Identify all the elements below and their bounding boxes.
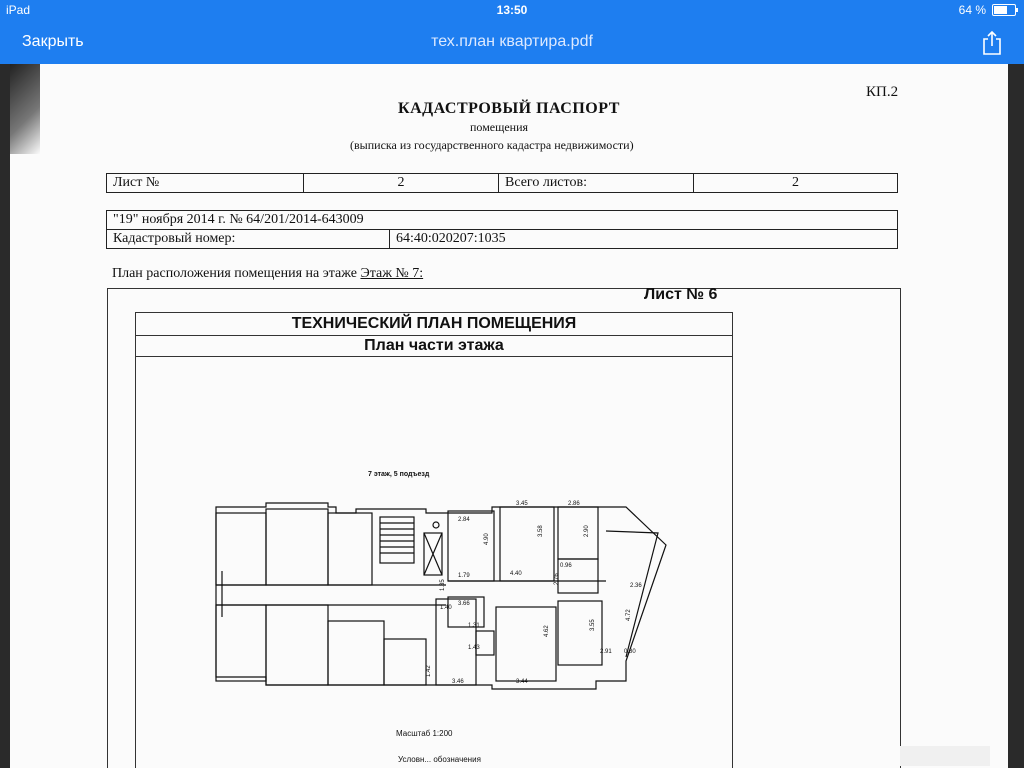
svg-text:1.40: 1.40 bbox=[440, 605, 452, 611]
svg-text:1.31: 1.31 bbox=[468, 623, 480, 629]
battery-percent: 64 % bbox=[958, 3, 986, 17]
svg-text:3.46: 3.46 bbox=[452, 679, 464, 685]
total-label: Всего листов: bbox=[499, 174, 694, 193]
plan-scale: Масштаб 1:200 bbox=[396, 729, 453, 738]
svg-text:0.80: 0.80 bbox=[624, 649, 636, 655]
svg-text:4.62: 4.62 bbox=[544, 625, 550, 637]
legend-title: Условн... обозначения bbox=[398, 755, 481, 764]
technical-plan-subtitle: План части этажа bbox=[136, 336, 732, 357]
status-bar bbox=[0, 0, 1024, 22]
svg-text:2.84: 2.84 bbox=[458, 517, 470, 523]
total-number: 2 bbox=[694, 174, 898, 193]
cadastral-label: Кадастровый номер: bbox=[107, 230, 390, 249]
share-icon[interactable] bbox=[980, 30, 1004, 56]
svg-text:1.43: 1.43 bbox=[468, 645, 480, 651]
plan-caption-text: План расположения помещения на этаже bbox=[112, 266, 357, 281]
plan-sheet-label: Лист № 6 bbox=[644, 286, 718, 303]
battery-indicator bbox=[959, 3, 1016, 17]
svg-text:2.90: 2.90 bbox=[584, 525, 590, 537]
document-code: КП.2 bbox=[866, 84, 899, 100]
svg-text:1.79: 1.79 bbox=[458, 573, 470, 579]
plan-caption bbox=[112, 266, 423, 282]
battery-icon bbox=[992, 4, 1016, 16]
technical-plan bbox=[135, 312, 733, 768]
plan-floor: Этаж № 7: bbox=[360, 266, 424, 281]
floor-note: 7 этаж, 5 подъезд bbox=[368, 471, 430, 478]
passport-title: КАДАСТРОВЫЙ ПАСПОРТ bbox=[398, 100, 620, 117]
cadastral-number: 64:40:020207:1035 bbox=[390, 230, 898, 249]
clock: 13:50 bbox=[496, 3, 528, 17]
pdf-viewer[interactable] bbox=[0, 64, 1024, 768]
svg-text:1.35: 1.35 bbox=[440, 579, 446, 591]
svg-text:3.58: 3.58 bbox=[538, 525, 544, 537]
svg-text:2.86: 2.86 bbox=[568, 501, 580, 507]
registry-table bbox=[106, 210, 898, 249]
svg-text:3.55: 3.55 bbox=[590, 619, 596, 631]
scan-artifact bbox=[900, 746, 990, 766]
svg-text:3.66: 3.66 bbox=[458, 601, 470, 607]
pdf-page bbox=[10, 64, 1008, 768]
technical-plan-title: ТЕХНИЧЕСКИЙ ПЛАН ПОМЕЩЕНИЯ bbox=[136, 313, 732, 336]
svg-text:3.44: 3.44 bbox=[516, 679, 528, 685]
svg-text:2.76: 2.76 bbox=[554, 573, 560, 585]
document-title: тех.план квартира.pdf bbox=[431, 33, 593, 50]
passport-subtitle: помещения bbox=[470, 120, 529, 134]
svg-text:2.36: 2.36 bbox=[630, 583, 642, 589]
sheet-number: 2 bbox=[304, 174, 499, 193]
close-button[interactable]: Закрыть bbox=[22, 33, 84, 50]
date-line: "19" ноября 2014 г. № 64/201/2014-643009 bbox=[107, 211, 898, 230]
svg-text:1.42: 1.42 bbox=[426, 665, 432, 677]
nav-bar bbox=[0, 22, 1024, 64]
device-label: iPad bbox=[6, 3, 31, 17]
sheet-label: Лист № bbox=[107, 174, 304, 193]
page-curl bbox=[10, 64, 40, 154]
svg-text:4.40: 4.40 bbox=[510, 571, 522, 577]
svg-text:3.45: 3.45 bbox=[516, 501, 528, 507]
svg-text:0.96: 0.96 bbox=[560, 563, 572, 569]
svg-text:4.90: 4.90 bbox=[484, 533, 490, 545]
svg-text:2.91: 2.91 bbox=[600, 649, 612, 655]
passport-subtitle-2: (выписка из государственного кадастра недвижимости) bbox=[350, 138, 634, 152]
floor-plan-drawing bbox=[196, 481, 716, 721]
svg-text:4.72: 4.72 bbox=[626, 609, 632, 621]
sheet-table bbox=[106, 173, 898, 193]
